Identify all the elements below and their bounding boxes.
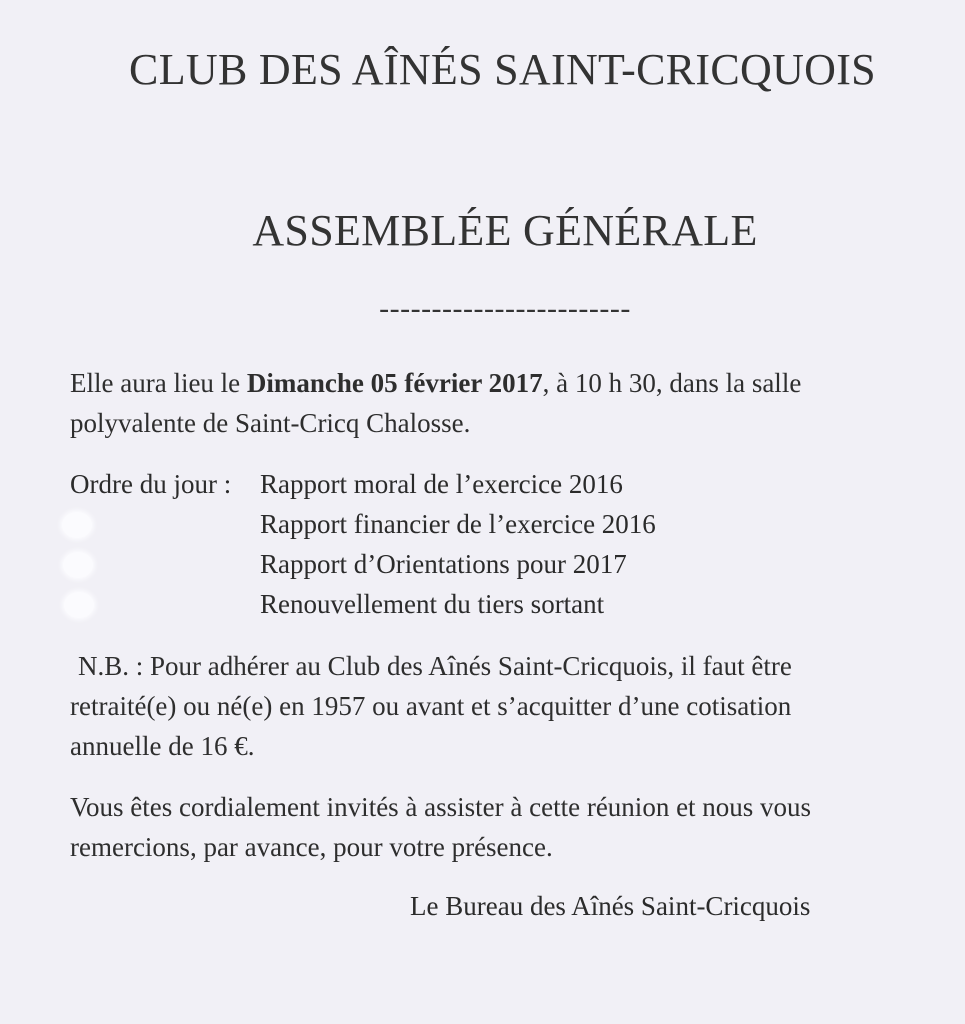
intro-line-2: polyvalente de Saint-Cricq Chalosse. xyxy=(70,408,471,438)
nb-line-2: retraité(e) ou né(e) en 1957 ou avant et s’acquitter d’une cotisation xyxy=(70,691,792,721)
agenda-item: Rapport d’Orientations pour 2017 xyxy=(260,549,627,579)
agenda-label: Ordre du jour : xyxy=(70,469,232,499)
paper-smudge xyxy=(64,592,94,618)
invitation-line-2: remercions, par avance, pour votre présence. xyxy=(70,832,553,862)
intro-suffix: , à 10 h 30, dans la salle xyxy=(542,368,802,398)
separator-line: ------------------------ xyxy=(379,292,631,325)
agenda-item: Renouvellement du tiers sortant xyxy=(260,589,605,619)
nb-line-1: N.B. : Pour adhérer au Club des Aînés Saint-Cricquois, il faut être xyxy=(78,651,792,681)
nb-paragraph xyxy=(70,646,938,766)
intro-paragraph xyxy=(70,363,930,443)
paper-smudge xyxy=(62,512,92,538)
intro-line-1 xyxy=(70,363,930,403)
nb-line-3: annuelle de 16 €. xyxy=(70,731,255,761)
intro-prefix: Elle aura lieu le xyxy=(70,368,247,398)
signature: Le Bureau des Aînés Saint-Cricquois xyxy=(410,891,811,921)
invitation-paragraph xyxy=(70,787,930,867)
paper-smudge xyxy=(63,552,93,578)
club-title: CLUB DES AÎNÉS SAINT-CRICQUOIS xyxy=(129,45,876,94)
assembly-title: ASSEMBLÉE GÉNÉRALE xyxy=(252,206,758,255)
invitation-line-1: Vous êtes cordialement invités à assister à cette réunion et nous vous xyxy=(70,792,812,822)
meeting-date: Dimanche 05 février 2017 xyxy=(246,368,543,398)
agenda-item: Rapport financier de l’exercice 2016 xyxy=(260,509,656,539)
agenda-item: Rapport moral de l’exercice 2016 xyxy=(260,469,623,499)
